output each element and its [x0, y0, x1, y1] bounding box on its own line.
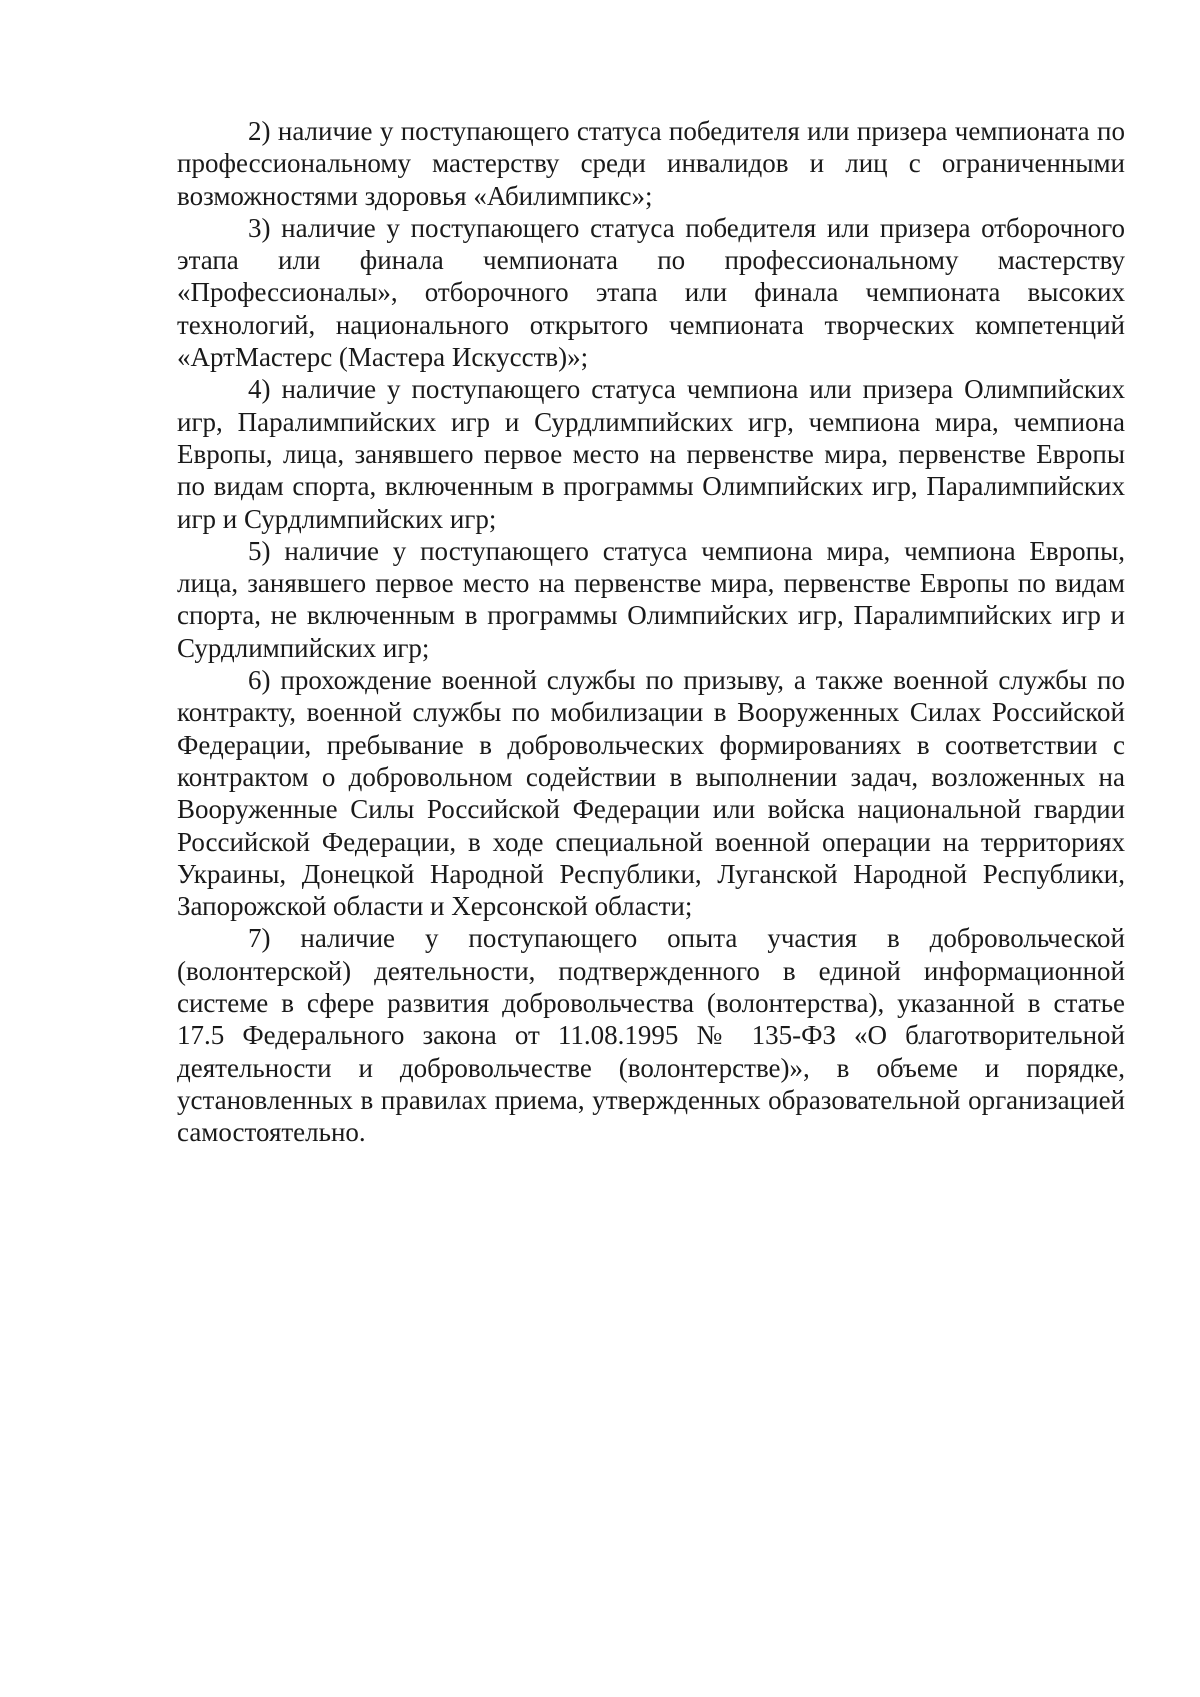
document-body — [177, 115, 1125, 1149]
list-item-2: 2) наличие у поступающего статуса победителя или призера чемпионата по профессиональному мастерству среди инвалидов и лиц с ограниченными возможностями здоровья «Абилимпикс»; — [177, 116, 1125, 211]
list-item-6: 6) прохождение военной службы по призыву, а также военной службы по контракту, военной службы по мобилизации в Вооруженных Силах Российской Федерации, пребывание в добровольческих формированиях в соответствии с контрактом о добровольном содействии в выполнении задач, возложенных на Вооруженные Силы Российской Федерации или войска национальной гвардии Российской Федерации, в ходе специальной военной операции на территориях Украины, Донецкой Народной Республики, Луганской Народной Республики, Запорожской области и Херсонской области; — [177, 665, 1125, 922]
list-item-5: 5) наличие у поступающего статуса чемпиона мира, чемпиона Европы, лица, занявшего первое место на первенстве мира, первенстве Европы по видам спорта, не включенным в программы Олимпийских игр, Паралимпийских игр и Сурдлимпийских игр; — [177, 535, 1125, 663]
list-item-4: 4) наличие у поступающего статуса чемпиона или призера Олимпийских игр, Паралимпийских игр и Сурдлимпийских игр, чемпиона мира, чемпиона Европы, лица, занявшего первое место на первенстве мира, первенстве Европы по видам спорта, включенным в программы Олимпийских игр, Паралимпийских игр и Сурдлимпийских игр; — [177, 374, 1125, 534]
list-item-7: 7) наличие у поступающего опыта участия в добровольческой (волонтерской) деятельности, подтвержденного в единой информационной системе в сфере развития добровольчества (волонтерства), указанной в статье 17.5 Федерального закона от 11.08.1995 № 135-ФЗ «О благотворительной деятельности и добровольчестве (волонтерстве)», в объеме и порядке, установленных в правилах приема, утвержденных образовательной организацией самостоятельно. — [177, 923, 1125, 1148]
list-item-3: 3) наличие у поступающего статуса победителя или призера отборочного этапа или финала чемпионата по профессиональному мастерству «Профессионалы», отборочного этапа или финала чемпионата высоких технологий, национального открытого чемпионата творческих компетенций «АртМастерс (Мастера Искусств)»; — [177, 212, 1125, 373]
